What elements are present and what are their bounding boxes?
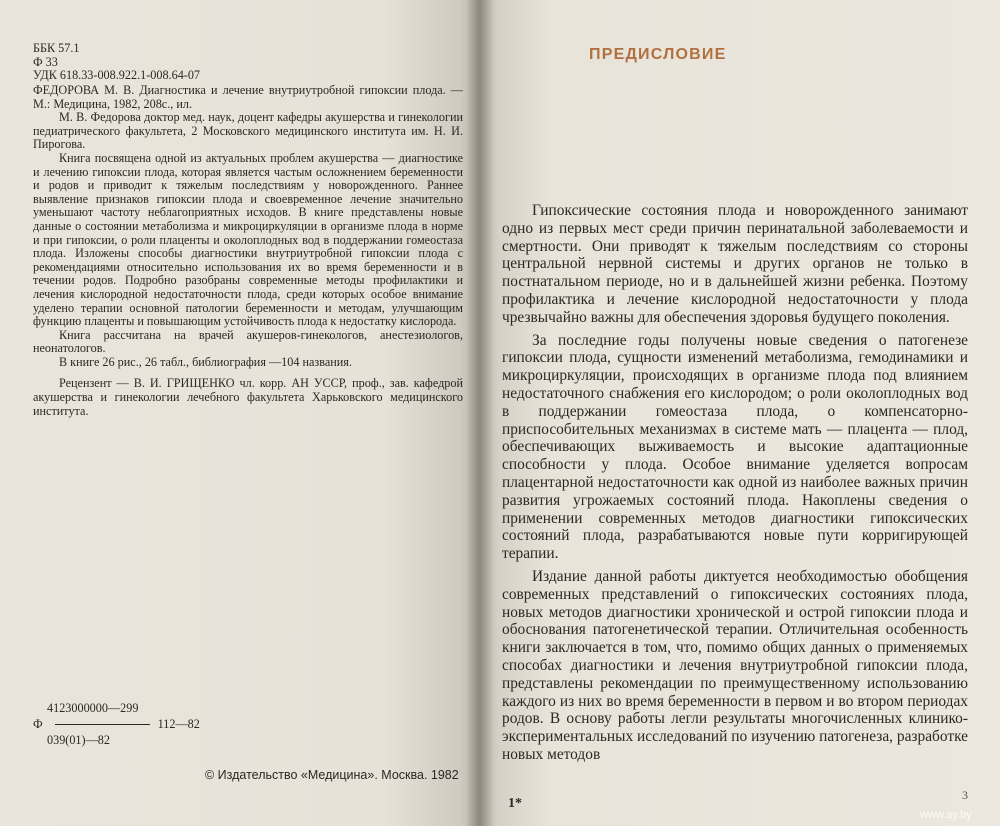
- bibliographic-record: ФЕДОРОВА М. В. Диагностика и лечение внутриутробной гипоксии плода. — М.: Медицина, 1982, 208с., ил.: [33, 83, 463, 111]
- code-divider: [55, 724, 150, 725]
- code-bottom: 039(01)—82: [47, 733, 110, 747]
- audience: Книга рассчитана на врачей акушеров-гинекологов, анестезиологов, неонатологов.: [33, 327, 463, 356]
- publication-codes: [33, 700, 200, 748]
- copyright: © Издательство «Медицина». Москва. 1982: [205, 768, 459, 782]
- watermark: www.ay.by: [920, 809, 972, 821]
- book-stats: В книге 26 рис., 26 табл., библиография —104 названия.: [59, 354, 352, 369]
- catalog-codes: [33, 42, 200, 83]
- book-gutter: [466, 0, 494, 826]
- f-code: Ф 33: [33, 54, 58, 69]
- bbk-code: ББК 57.1: [33, 41, 80, 55]
- reviewer: Рецензент — В. И. ГРИЩЕНКО чл. корр. АН УССР, проф., зав. кафедрой акушерства и гинекологии лечебного факультета Харьковского медицинского института.: [33, 376, 463, 418]
- preface-paragraph-1: Гипоксические состояния плода и новорожденного занимают одно из первых мест среди причин перинатальной заболеваемости и смертности. Они приводят к тяжелым последствиям со стороны центральной нервной системы и других органов не только в постнатальном периоде, но и в дальнейшей жизни ребенка. Поэтому профилактика и лечение кислородной недостаточности у плода чрезвычайно важны для обеспечения здоровья будущего поколения.: [502, 202, 968, 326]
- page-number: 3: [962, 788, 968, 802]
- preface-body: [502, 202, 968, 769]
- catalog-card: [33, 84, 463, 418]
- code-right: 112—82: [157, 717, 200, 731]
- preface-title: ПРЕДИСЛОВИЕ: [589, 46, 727, 63]
- udk-code: УДК 618.33-008.922.1-008.64-07: [33, 68, 201, 83]
- signature-mark: 1*: [508, 796, 522, 811]
- code-prefix: Ф: [33, 717, 43, 731]
- code-top: 4123000000—299: [47, 701, 139, 715]
- annotation: Книга посвящена одной из актуальных проблем акушерства — диагностике и лечению гипоксии плода, которая является частым осложнением беременности и родов и приводит к тяжелым последствиям у новорожденного. Раннее выявление признаков гипоксии плода и своевременное лечение значительно уменьшают частоту неблагоприятных исходов. В книге представлены новые данные о состоянии метаболизма и микроциркуляции в организме плода в норме и при гипоксии, о роли плаценты и околоплодных вод в поддержании гомеостаза плода. Изложены способы диагностики внутриутробной гипоксии плода с рекомендациями относительно использования их во время беременности и в течении родов. Подробно разобраны современные методы профилактики и лечения кислородной недостаточности плода, среди которых особое внимание уделено терапии основной патологии беременности и методам, улучшающим функцию плаценты и повышающим устойчивость плода к недостатку кислорода.: [33, 150, 463, 329]
- preface-paragraph-2: За последние годы получены новые сведения о патогенезе гипоксии плода, сущности изменений метаболизма, гемодинамики и микроциркуляции, происходящих в организме плода под влиянием недостаточного снабжения его кислородом; о роли околоплодных вод в поддержании гомеостаза плода, о компенсаторно-приспособительных механизмах в системе мать — плацента — плод, обеспечивающих выживаемость и высокие адаптационные способности у плода. Особое внимание уделяется вопросам плацентарной недостаточности как одной из наиболее важных причин развития угрожаемых состояний плода. Накоплены сведения о применении современных методов диагностики гипоксических состояний плода, разрабатываются новые пути корригирующей терапии.: [502, 331, 968, 563]
- author-info: М. В. Федорова доктор мед. наук, доцент кафедры акушерства и гинекологии педиатрического факультета, 2 Московского медицинского института им. Н. И. Пирогова.: [33, 110, 463, 152]
- preface-paragraph-3: Издание данной работы диктуется необходимостью обобщения современных представлений о гипоксических состояниях плода, новых методов диагностики хронической и острой гипоксии плода и обоснования патогенетической терапии. Отличительная особенность книги заключается в том, что, помимо общих данных о применяемых способах диагностики и лечения внутриутробной гипоксии плода, представлены рекомендации по преимущественному использованию каждого из них во время беременности в первом и во втором периодах родов. В основу работы легли результаты многочисленных клинико-экспериментальных исследований по изучению патогенеза, разработке новых методов: [502, 567, 968, 763]
